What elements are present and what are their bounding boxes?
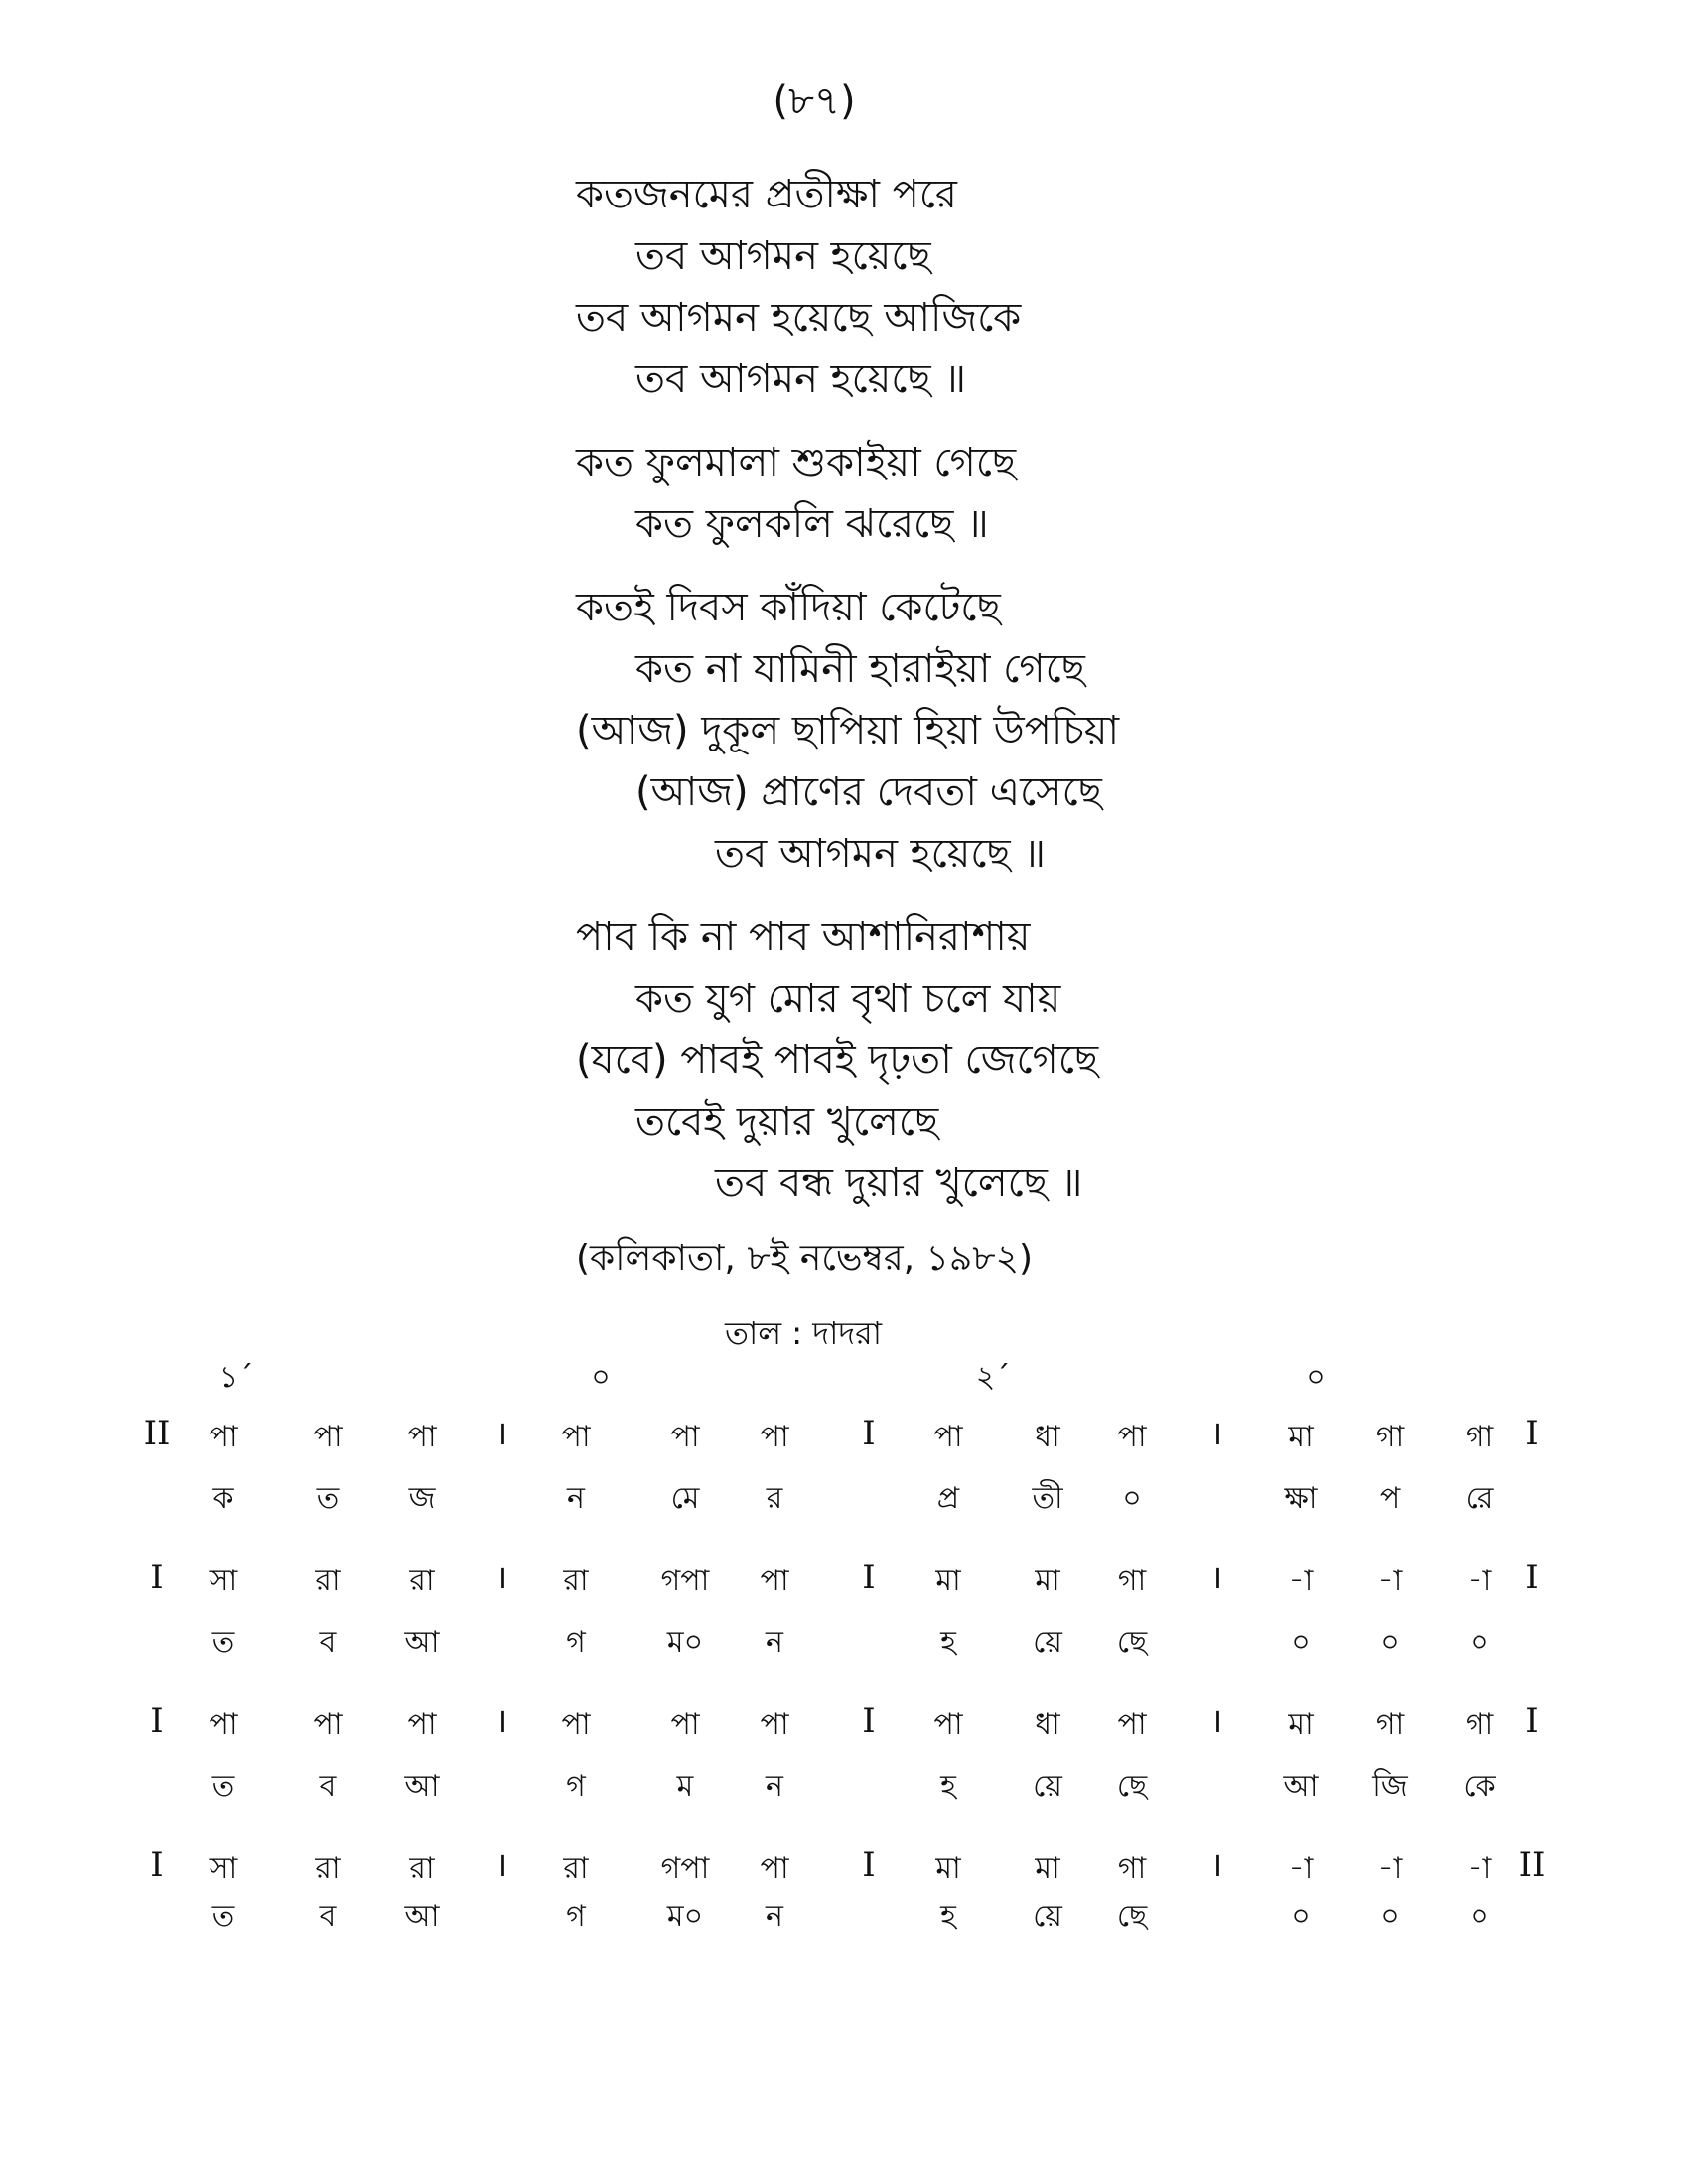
bar-line: I	[150, 1845, 164, 1885]
swara-note: গপা	[660, 1851, 710, 1886]
lyric-line: তব আগমন হয়েছে ॥	[635, 356, 966, 402]
lyric-syllable: ন	[766, 1899, 783, 1934]
lyric-syllable: ন	[567, 1481, 585, 1516]
swara-note: রা	[563, 1851, 589, 1886]
bar-line: ।	[1209, 1558, 1223, 1597]
composition-date: (কলিকাতা, ৮ই নভেম্বর, ১৯৮২)	[576, 1238, 1034, 1279]
lyric-syllable: ত	[211, 1625, 235, 1660]
swara-note: গপা	[660, 1564, 710, 1598]
lyric-syllable: হ	[940, 1625, 956, 1660]
swara-note: পা	[313, 1707, 343, 1742]
lyric-line: তব আগমন হয়েছে ॥	[715, 831, 1046, 877]
lyric-syllable: ব	[319, 1769, 337, 1804]
swara-note: রা	[409, 1564, 435, 1598]
swara-note: পা	[1117, 1707, 1147, 1742]
lyric-syllable: ব	[319, 1625, 337, 1660]
bar-line: ।	[1209, 1702, 1223, 1741]
lyric-line: তব আগমন হয়েছে	[635, 233, 931, 279]
lyric-syllable: ক	[212, 1481, 234, 1516]
lyric-syllable: য়ে	[1033, 1769, 1062, 1804]
lyric-syllable: গ	[566, 1769, 586, 1804]
swara-note: পা	[670, 1420, 700, 1454]
lyric-line: পাব কি না পাব আশানিরাশায়	[576, 914, 1031, 960]
lyric-line: কত ফুলমালা শুকাইয়া গেছে	[576, 440, 1017, 485]
lyrics-block	[576, 164, 1569, 1236]
swara-note: রা	[315, 1564, 341, 1598]
swara-note: গা	[1117, 1564, 1147, 1598]
lyric-syllable: ন	[766, 1769, 783, 1804]
lyric-syllable: জ	[408, 1481, 436, 1516]
swara-note: -া	[1377, 1851, 1403, 1886]
lyric-line: কতজনমের প্রতীক্ষা পরে	[576, 172, 957, 217]
lyric-syllable: য়ে	[1033, 1899, 1062, 1934]
lyric-syllable: ছে	[1116, 1769, 1148, 1804]
lyric-syllable: প্র	[936, 1481, 960, 1516]
swara-note: মা	[935, 1851, 961, 1886]
bar-line: ।	[494, 1702, 508, 1741]
bar-line: ।	[494, 1845, 508, 1885]
lyric-syllable: য়ে	[1033, 1625, 1062, 1660]
swara-note: পা	[313, 1420, 343, 1454]
lyric-line: (আজ) প্রাণের দেবতা এসেছে	[635, 769, 1102, 815]
lyric-line: তব আগমন হয়েছে আজিকে	[576, 295, 1022, 341]
lyric-line: কত ফুলকলি ঝরেছে ॥	[635, 501, 989, 547]
bar-line: II	[143, 1414, 171, 1453]
bar-line: I	[862, 1558, 876, 1597]
lyric-syllable: গ	[566, 1625, 586, 1660]
swara-note: পা	[561, 1707, 591, 1742]
lyric-syllable: আ	[404, 1769, 440, 1804]
lyric-line: কত যুগ মোর বৃথা চলে যায়	[635, 976, 1061, 1022]
bar-line: I	[1525, 1558, 1539, 1597]
swara-note: ধা	[1035, 1707, 1060, 1742]
lyric-syllable: আ	[404, 1625, 440, 1660]
stanza	[576, 577, 1569, 885]
swara-note: গা	[1375, 1707, 1405, 1742]
lyric-line: তবেই দুয়ার খুলেছে	[635, 1099, 939, 1145]
swara-note: -া	[1467, 1851, 1492, 1886]
swara-note: -া	[1288, 1851, 1314, 1886]
swara-note: পা	[407, 1420, 437, 1454]
bar-line: ।	[494, 1558, 508, 1597]
swara-note: -া	[1288, 1564, 1314, 1598]
swara-note: রা	[409, 1851, 435, 1886]
swara-note: মা	[1288, 1420, 1314, 1454]
lyric-syllable: ত	[316, 1481, 340, 1516]
swara-note: পা	[933, 1420, 963, 1454]
lyric-syllable: কে	[1463, 1769, 1496, 1804]
lyric-syllable: ম০	[666, 1899, 704, 1934]
lyric-syllable: জি	[1372, 1769, 1408, 1804]
swara-note: পা	[760, 1564, 789, 1598]
swara-note: পা	[760, 1707, 789, 1742]
lyric-line: (আজ) দুকূল ছাপিয়া হিয়া উপচিয়া	[576, 708, 1120, 753]
bar-line: I	[150, 1558, 164, 1597]
swara-note: ধা	[1035, 1420, 1060, 1454]
swara-note: -া	[1467, 1564, 1492, 1598]
swara-note: গা	[1375, 1420, 1405, 1454]
lyric-syllable: গ	[566, 1899, 586, 1934]
bar-line: I	[862, 1414, 876, 1453]
swara-note: গা	[1465, 1420, 1494, 1454]
stanza	[576, 432, 1569, 555]
bar-line: I	[1525, 1414, 1539, 1453]
lyric-syllable: ম	[676, 1769, 694, 1804]
lyric-syllable: ০	[1291, 1899, 1311, 1934]
lyric-syllable: ছে	[1116, 1899, 1148, 1934]
lyric-syllable: ০	[1380, 1899, 1400, 1934]
swara-note: মা	[1035, 1851, 1060, 1886]
swara-note: পা	[760, 1851, 789, 1886]
lyric-syllable: ছে	[1116, 1625, 1148, 1660]
swara-note: মা	[935, 1564, 961, 1598]
page-number: (৮৭)	[773, 78, 856, 124]
swara-note: গা	[1465, 1707, 1494, 1742]
beat-mark: ০	[591, 1360, 611, 1395]
bar-line: I	[862, 1845, 876, 1885]
swara-note: পা	[933, 1707, 963, 1742]
bar-line: ।	[1209, 1845, 1223, 1885]
lyric-syllable: আ	[1283, 1769, 1319, 1804]
swara-note: পা	[209, 1707, 238, 1742]
lyric-syllable: ন	[766, 1625, 783, 1660]
lyric-line: কত না যামিনী হারাইয়া গেছে	[635, 646, 1085, 692]
beat-mark: ১´	[218, 1360, 254, 1395]
lyric-syllable: ০	[1470, 1625, 1489, 1660]
swara-note: মা	[1288, 1707, 1314, 1742]
swara-note: গা	[1117, 1851, 1147, 1886]
lyric-syllable: ০	[1122, 1481, 1142, 1516]
lyric-syllable: ম০	[666, 1625, 704, 1660]
bar-line: ।	[1209, 1414, 1223, 1453]
lyric-syllable: তী	[1032, 1481, 1063, 1516]
swara-note: পা	[407, 1707, 437, 1742]
lyric-syllable: মে	[670, 1481, 700, 1516]
bar-line: ।	[494, 1414, 508, 1453]
lyric-syllable: প	[1379, 1481, 1401, 1516]
lyric-syllable: ত	[211, 1899, 235, 1934]
swara-note: মা	[1035, 1564, 1060, 1598]
lyric-syllable: ০	[1470, 1899, 1489, 1934]
swara-note: -া	[1377, 1564, 1403, 1598]
stanza	[576, 906, 1569, 1214]
bar-line: I	[150, 1702, 164, 1741]
swara-note: পা	[1117, 1420, 1147, 1454]
bar-line: I	[862, 1702, 876, 1741]
swara-note: পা	[209, 1420, 238, 1454]
lyric-syllable: ০	[1380, 1625, 1400, 1660]
bar-line: I	[1525, 1702, 1539, 1741]
beat-mark: ২´	[975, 1360, 1011, 1395]
lyric-syllable: ক্ষা	[1284, 1481, 1318, 1516]
lyric-syllable: হ	[940, 1769, 956, 1804]
bar-line: II	[1518, 1845, 1546, 1885]
lyric-line: (যবে) পাবই পাবই দৃঢ়তা জেগেছে	[576, 1037, 1099, 1083]
lyric-syllable: ব	[319, 1899, 337, 1934]
lyric-syllable: আ	[404, 1899, 440, 1934]
lyric-syllable: হ	[940, 1899, 956, 1934]
lyric-line: তব বন্ধ দুয়ার খুলেছে ॥	[715, 1160, 1083, 1206]
swara-note: সা	[209, 1851, 238, 1886]
lyric-syllable: ০	[1291, 1625, 1311, 1660]
beat-mark: ০	[1306, 1360, 1326, 1395]
swara-note: রা	[563, 1564, 589, 1598]
lyric-syllable: ত	[211, 1769, 235, 1804]
lyric-syllable: র	[766, 1481, 783, 1516]
lyric-syllable: রে	[1465, 1481, 1494, 1516]
stanza	[576, 164, 1569, 410]
swara-note: রা	[315, 1851, 341, 1886]
swara-note: পা	[670, 1707, 700, 1742]
tal-label: তাল : দাদরা	[725, 1314, 883, 1352]
swara-note: পা	[760, 1420, 789, 1454]
swara-note: পা	[561, 1420, 591, 1454]
lyric-line: কতই দিবস কাঁদিয়া কেটেছে	[576, 585, 1001, 630]
swara-note: সা	[209, 1564, 238, 1598]
